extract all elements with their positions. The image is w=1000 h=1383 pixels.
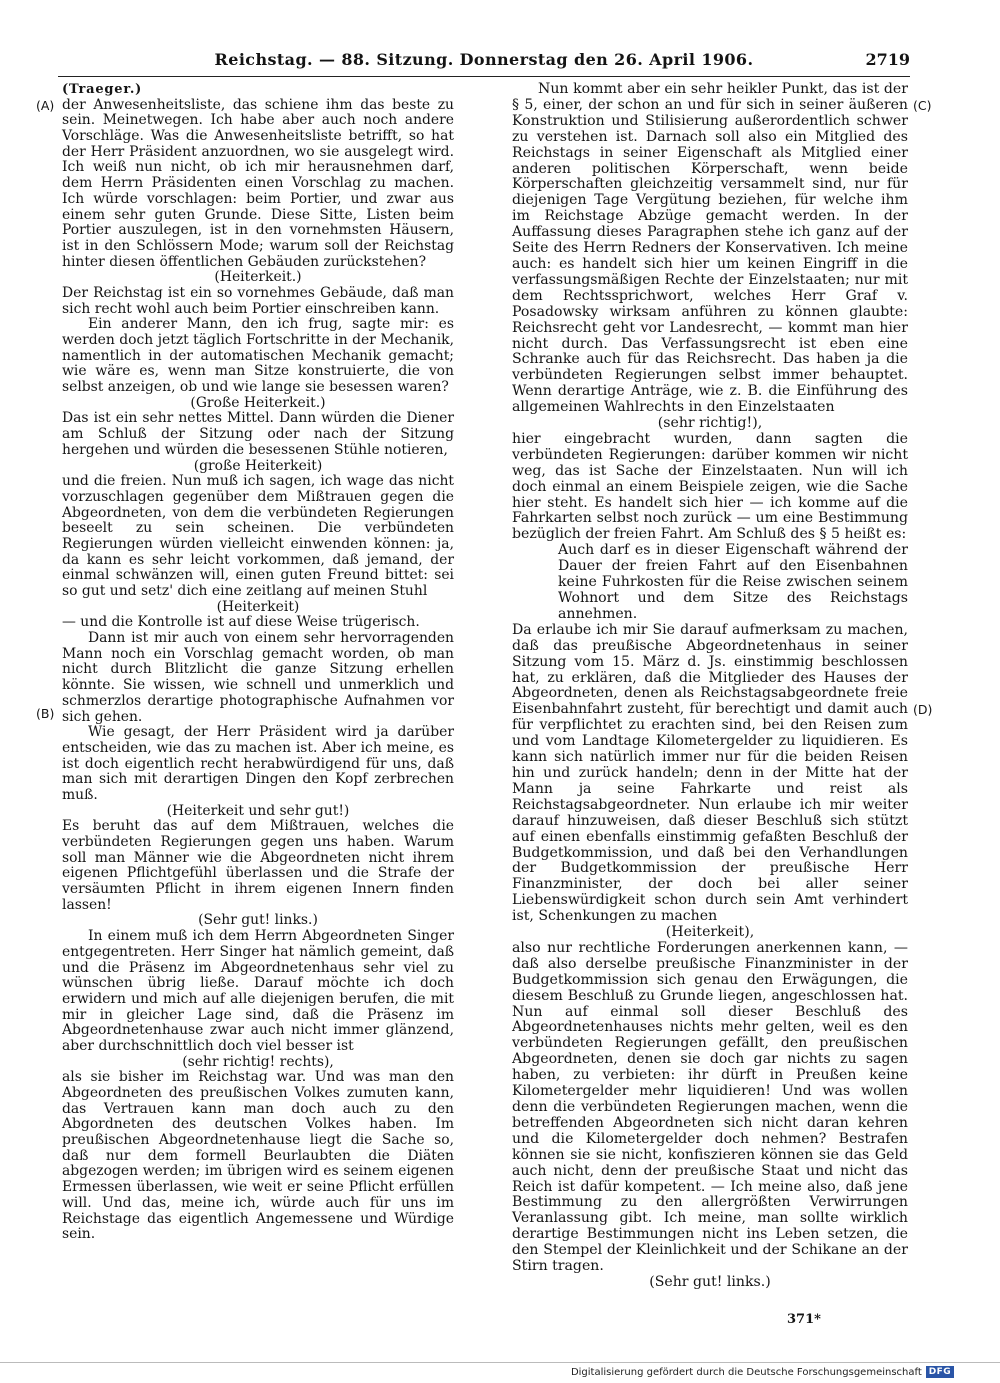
- interjection: (sehr richtig!),: [657, 415, 763, 432]
- paragraph: Es beruht das auf dem Mißtrauen, welches die verbündeten Regierungen gegen uns haben. Warum soll man Männer wie die Abgeordneten nicht ihrem eigenen Pflichtgefühl überlassen und die Strafe der versäumten Pflicht in ihrem eigenen Innern finden lassen!: [62, 818, 454, 913]
- interjection: (Heiterkeit): [216, 598, 300, 615]
- paragraph: der Anwesenheitsliste, das schiene ihm das beste zu sein. Meinetwegen. Ich habe aber auch noch andere Vorschläge. Was die Anwesenheitsliste betrifft, so hat der Herr Präsident anzuordnen, wo sie ausgelegt wird. Ich weiß nun nicht, ob ich mir herausnehmen darf, dem Herrn Präsidenten einen Vorschlag zu machen. Ich würde vorschlagen: beim Portier, und zwar aus einem sehr guten Grunde. Diese Sitte, Listen beim Portier auszulegen, ist in den vornehmsten Häusern, ist in den Schlössern Mode; warum soll der Reichstag hinter diesen öffentlichen Gebäuden zurückstehen?: [62, 96, 454, 270]
- interjection: (große Heiterkeit): [193, 457, 323, 474]
- running-head: Reichstag. — 88. Sitzung. Donnerstag den 26. April 1906.: [214, 50, 754, 69]
- paragraph: also nur rechtliche Forderungen anerkennen kann, — daß also derselbe preußische Finanzminister in der Budgetkommission sich genau den Erwägungen, die diesem Beschluß zu Grunde liegen, angeschlossen hat. Nun auf einmal soll dieser Beschluß des Abgeordnetenhauses nichts mehr gelten, weil es den verbündeten Regierungen gefällt, den preußischen Abgeordneten, denen sie doch gar nichts zu sagen haben, zu verbieten: ihr dürft in Preußen keine Kilometergelder mehr liquidieren! Und was wollen denn die verbündeten Regierungen machen, wenn die betreffenden Abgeordneten sich nicht daran kehren und die Kilometergelder doch nehmen? Bestrafen können sie sie nicht, konfiszieren können sie das Geld auch nicht, denn der preußische Staat und nicht das Reich ist dafür kompetent. — Ich meine also, daß jene Bestimmung zu den allergrößten Verwirrungen Veranlassung gibt. Ich meine, man sollte wirklich derartige Bestimmungen nicht ins Leben setzen, die den Stempel der Kleinlichkeit und der Schikane an der Stirn tragen.: [512, 939, 908, 1275]
- right-column: [512, 82, 908, 1291]
- paragraph: und die freien. Nun muß ich sagen, ich wage das nicht vorzuschlagen gegenüber dem Mißtrauen gegen die Abgeordneten, von dem die verbündeten Regierungen beseelt zu sein scheinen. Die verbündeten Regierungen würden vielleicht einwenden können: ja, da kann es sehr leicht vorkommen, daß jemand, der einmal schwänzen will, einen guten Freund bittet: sei so gut und setz' dich eine zeitlang auf meinen Stuhl: [62, 473, 454, 599]
- interjection: (Große Heiterkeit.): [190, 394, 326, 411]
- page-number: 2719: [865, 50, 910, 69]
- paragraph: Das ist ein sehr nettes Mittel. Dann würden die Diener am Schluß der Sitzung oder nach der Sitzung hergehen und würden die besessenen Stühle notieren,: [62, 410, 454, 458]
- footer: [571, 1366, 954, 1378]
- paragraph: als sie bisher im Reichstag war. Und was man den Abgeordneten des preußischen Volkes zumuten kann, das Vertrauen kann man doch auch zu den Abgordneten des deutschen Volkes haben. Im preußischen Abgeordnetenhause liegt die Sache so, daß nur dem formell Beurlaubten die Diäten abgezogen werden; im übrigen wird es seinem eigenen Ermessen überlassen, wie weit er seine Pflicht erfüllen will. Und das, meine ich, würde auch für uns im Reichstage das eigentlich Angemessene und Würdige sein.: [62, 1069, 454, 1243]
- page-header: [58, 46, 910, 77]
- paragraph: — und die Kontrolle ist auf diese Weise trügerisch.: [62, 614, 420, 631]
- margin-marker-c: (C): [913, 98, 932, 113]
- paragraph: In einem muß ich dem Herrn Abgeordneten Singer entgegentreten. Herr Singer hat nämlich gemeint, daß und die Präsenz im Abgeordnetenhaus sehr viel zu wünschen übrig ließe. Darauf möchte ich doch erwidern und mich auf alle diejenigen berufen, die mit mir in gleicher Lage sind, daß die Präsenz im Abgeordnetenhause zwar auch nicht immer glänzend, aber durchschnittlich doch viel besser ist: [62, 928, 454, 1054]
- margin-marker-a: (A): [36, 98, 55, 113]
- speaker-name: (Traeger.): [62, 82, 143, 97]
- interjection: (Sehr gut! links.): [198, 912, 318, 929]
- paragraph: Dann ist mir auch von einem sehr hervorragenden Mann noch ein Vorschlag gemacht worden, ob man nicht durch Blitzlicht die ganze Sitzung erhellen könnte. Sie wissen, wie schnell und unmerklich und schmerzlos derartige photographische Aufnahmen vor sich gehen.: [62, 630, 454, 725]
- dfg-logo: DFG: [926, 1366, 954, 1378]
- paragraph: Da erlaube ich mir Sie darauf aufmerksam zu machen, daß das preußische Abgeordnetenhaus in seiner Sitzung vom 15. März d. Js. einstimmig beschlossen hat, zu erklären, daß die Mitglieder des Hauses der Abgeordneten, denen als Reichstagsabgeordnete freie Eisenbahnfahrt zusteht, für berechtigt und damit auch für verpflichtet zu erachten sind, bei den Reisen zum und vom Landtage Kilometergelder zu liquidieren. Es kann sich natürlich immer nur für die beiden Reisen hin und zurück handeln; denn in der Mitte hat der Mann ja seine Fahrkarte und reist als Reichstagsabgeordneter. Nun erlaube ich mir weiter darauf hinzuweisen, daß dieser Beschluß sich stützt auf einen ebenfalls einstimmig gefaßten Beschluß der Budgetkommission, und daß bei den Verhandlungen der Budgetkommission der preußische Herr Finanzminister, der doch bei aller seiner Liebenswürdigkeit schon durch sein Amt verhindert ist, Schenkungen zu machen: [512, 621, 908, 925]
- margin-marker-d: (D): [913, 702, 933, 717]
- signature-mark: 371*: [787, 1312, 821, 1327]
- interjection: (sehr richtig! rechts),: [182, 1053, 334, 1070]
- interjection: (Heiterkeit.): [214, 269, 302, 286]
- paragraph: Wie gesagt, der Herr Präsident wird ja darüber entscheiden, wie das zu machen ist. Aber ich meine, es ist doch eigentlich recht herabwürdigend für uns, daß man sich mit derartigen Dingen den Kopf zerbrechen muß.: [62, 724, 454, 803]
- left-column: [62, 82, 454, 1243]
- interjection: (Sehr gut! links.): [649, 1273, 771, 1290]
- footer-divider: [0, 1362, 1000, 1363]
- paragraph: Der Reichstag ist ein so vornehmes Gebäude, daß man sich recht wohl auch beim Portier einschreiben kann.: [62, 284, 454, 317]
- interjection: (Heiterkeit und sehr gut!): [166, 802, 350, 819]
- margin-marker-b: (B): [36, 706, 55, 721]
- paragraph: Ein anderer Mann, den ich frug, sagte mir: es werden doch jetzt täglich Fortschritte in der Mechanik, namentlich in der automatischen Mechanik gemacht; wie wäre es, wenn man Sitze konstruierte, die von selbst anzeigen, ob und wie lange sie besessen waren?: [62, 316, 454, 396]
- footer-credit: Digitalisierung gefördert durch die Deutsche Forschungsgemeinschaft: [570, 1366, 922, 1378]
- interjection: (Heiterkeit),: [665, 924, 755, 941]
- quoted-text: Auch darf es in dieser Eigenschaft während der Dauer der freien Fahrt auf den Eisenbahnen keine Fuhrkosten für die Reise zwischen seinem Wohnort und dem Sitze des Reichstags annehmen.: [558, 542, 908, 622]
- paragraph: hier eingebracht wurden, dann sagten die verbündeten Regierungen: darüber kommen wir nicht weg, das ist Sache der Einzelstaaten. Nun will ich doch einmal an einem Beispiele zeigen, wie die Sache hier steht. Es handelt sich hier — ich komme auf die Fahrkarten selbst noch zurück — um eine Bestimmung bezüglich der freien Fahrt. Am Schluß des § 5 heißt es:: [512, 430, 908, 543]
- paragraph: Nun kommt aber ein sehr heikler Punkt, das ist der § 5, einer, der schon an und für sich in seiner äußeren Konstruktion und Stilisierung außerordentlich schwer zu verstehen ist. Darnach soll also ein Mitglied des Reichstags in seiner Eigenschaft als Mitglied einer anderen politischen Körperschaft, wenn beide Körperschaften gleichzeitig versammelt sind, nur für diejenigen Tage Vergütung beziehen, für welche ihm im Reichstage Abzüge gemacht werden. In der Auffassung dieses Paragraphen stehe ich ganz auf der Seite des Herrn Redners der Konservativen. Ich meine auch: es handelt sich hier um keinen Eingriff in die verfassungsmäßigen Rechte der Einzelstaaten; nur mit dem Rechtssprichwort, welches Herr Graf v. Posadowsky wirksam anführen zu können glaubte: Reichsrecht geht vor Landesrecht, — kommt man hier nicht durch. Das Verfassungsrecht ist eben eine Schranke auch für das Reichsrecht. Das haben ja die verbündeten Regierungen selbst immer behauptet. Wenn derartige Anträge, wie z. B. die Einführung des allgemeinen Wahlrechts in den Einzelstaaten: [512, 81, 908, 416]
